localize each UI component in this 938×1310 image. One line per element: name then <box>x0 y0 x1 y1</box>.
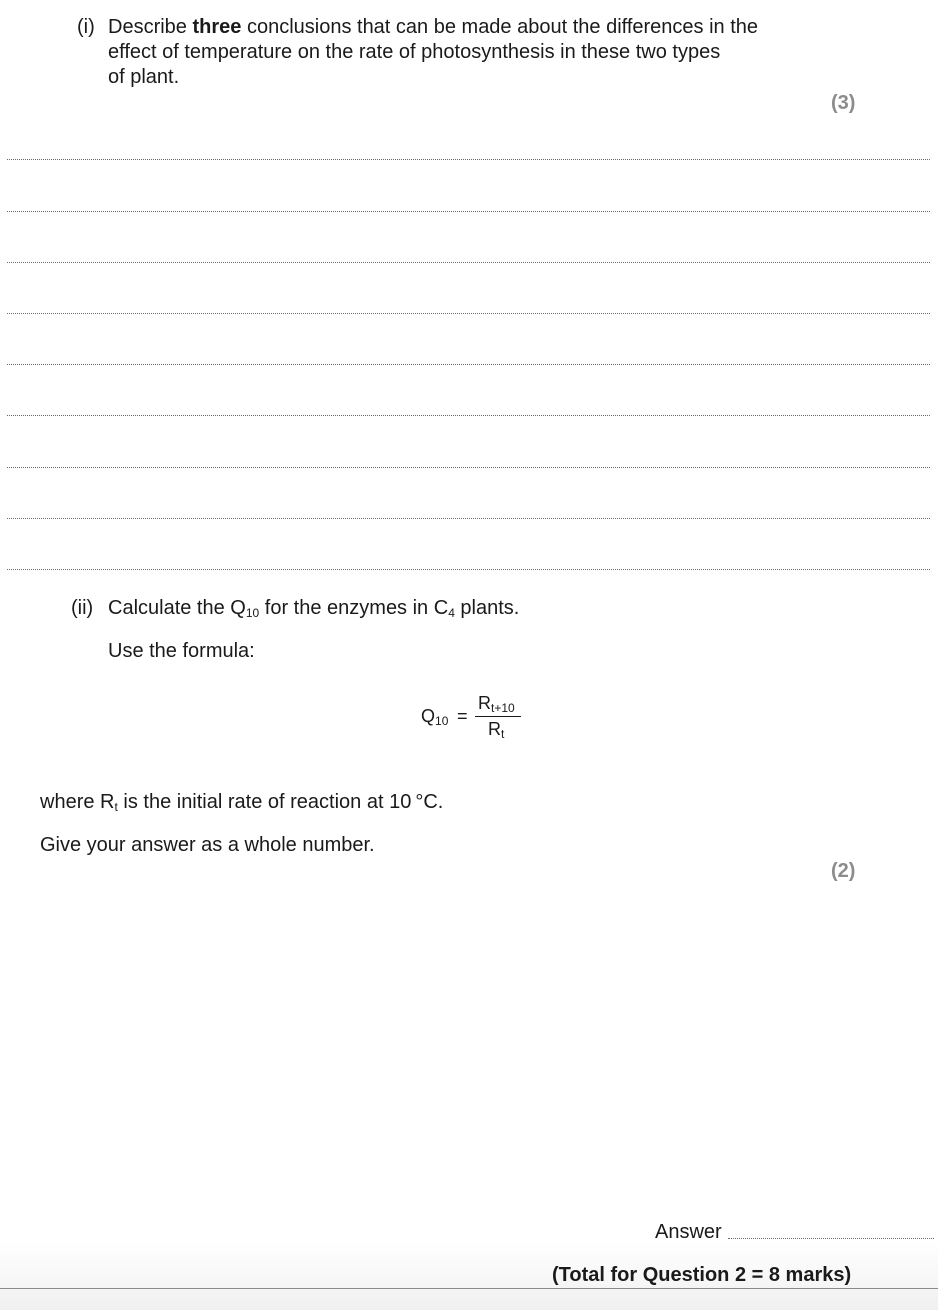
part-ii-question <box>108 596 519 621</box>
question-text: is the initial rate of reaction at 10 °C. <box>117 791 444 813</box>
part-i-label: (i) <box>77 16 95 38</box>
question-text: where R <box>40 791 115 813</box>
question-text: for the enzymes in C <box>259 597 449 619</box>
part-ii-marks: (2) <box>831 860 856 882</box>
question-line-3: of plant. <box>108 66 180 88</box>
formula-q: Q <box>421 706 436 726</box>
question-line-1 <box>108 15 808 40</box>
part-i-question <box>108 15 808 90</box>
answer-label: Answer <box>655 1221 722 1243</box>
subscript: 4 <box>448 606 455 620</box>
formula-lhs <box>421 706 448 727</box>
answer-line[interactable] <box>7 415 930 416</box>
formula-r: R <box>488 719 501 739</box>
question-text: conclusions that can be made about the differences in the <box>241 16 759 38</box>
answer-line[interactable] <box>7 467 930 468</box>
emphasis-three: three <box>192 16 242 38</box>
formula-numerator <box>475 690 521 716</box>
answer-line[interactable] <box>7 569 930 570</box>
subscript: 10 <box>245 606 260 620</box>
subscript: t+10 <box>491 701 515 715</box>
formula-equals: = <box>457 706 468 726</box>
answer-line[interactable] <box>7 159 930 160</box>
subscript: 10 <box>435 714 449 728</box>
instruction: Give your answer as a whole number. <box>40 834 375 856</box>
answer-line[interactable] <box>7 262 930 263</box>
subscript: t <box>501 727 505 741</box>
formula-intro: Use the formula: <box>108 640 255 662</box>
part-i-marks: (3) <box>831 92 856 114</box>
footer-divider <box>0 1288 938 1289</box>
question-line-2: effect of temperature on the rate of photosynthesis in these two types <box>108 41 721 63</box>
question-text: Describe <box>108 16 193 38</box>
formula-r: R <box>478 693 491 713</box>
part-ii-label: (ii) <box>71 597 94 619</box>
question-total: (Total for Question 2 = 8 marks) <box>552 1264 852 1286</box>
answer-line[interactable] <box>7 518 930 519</box>
answer-line[interactable] <box>7 364 930 365</box>
answer-field[interactable] <box>728 1238 934 1239</box>
where-statement <box>40 790 443 815</box>
subscript: t <box>114 800 118 814</box>
answer-line[interactable] <box>7 211 930 212</box>
answer-line[interactable] <box>7 313 930 314</box>
formula-fraction <box>475 690 521 741</box>
question-text: plants. <box>454 597 520 619</box>
question-text: Calculate the Q <box>108 597 246 619</box>
formula-denominator <box>475 717 521 741</box>
